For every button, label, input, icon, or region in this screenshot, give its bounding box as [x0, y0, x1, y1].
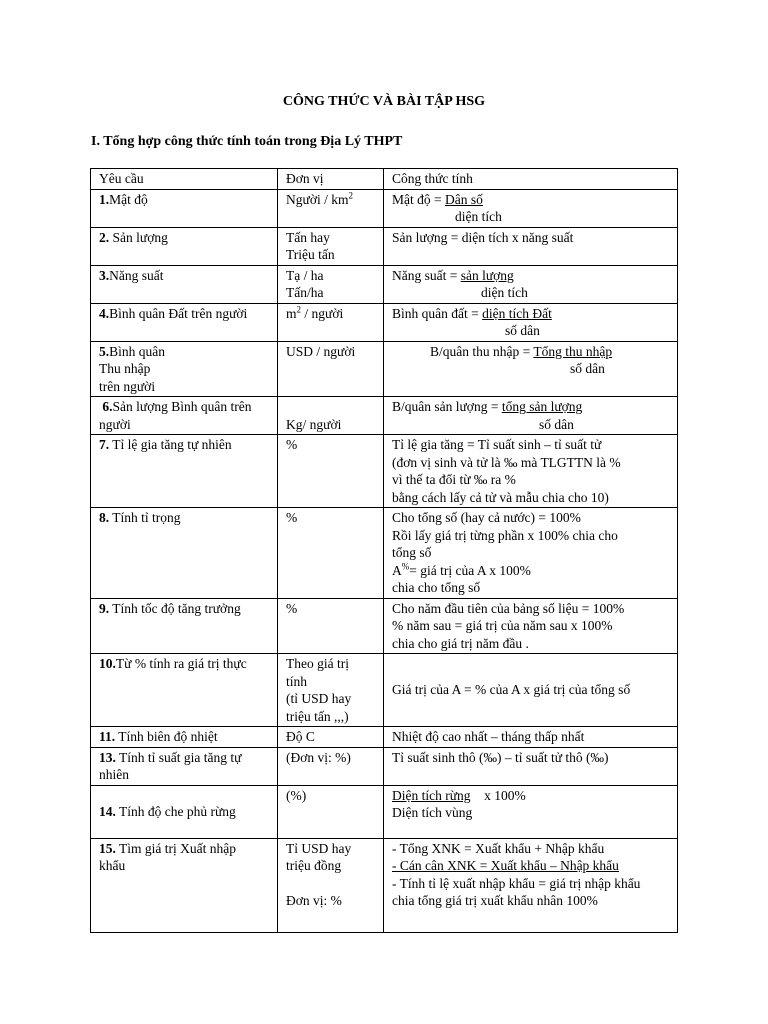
unit-cell: [278, 838, 384, 932]
formula-line: bằng cách lấy cả tử và mẫu chia cho 10): [392, 489, 609, 505]
formula-line: - Cán cân XNK = Xuất khẩu – Nhập khẩu: [392, 858, 619, 873]
formula-line: tổng số: [392, 545, 432, 560]
table-row: [91, 227, 678, 265]
requirement-cell: [91, 341, 278, 397]
formula-cell: [384, 265, 678, 303]
unit-text: Tấn/ha: [286, 285, 324, 300]
formula-line: vì thế ta đổi từ ‰ ra %: [392, 472, 516, 487]
formula-line: Tỉ lệ gia tăng = Tỉ suất sinh – tỉ suất tử: [392, 437, 602, 452]
requirement-text: Bình quân Đất trên người: [109, 305, 248, 321]
requirement-cell: [91, 785, 278, 838]
formula-denominator: số dân: [570, 361, 605, 376]
formula-numerator: diện tích Đất: [482, 305, 552, 321]
formula-line: = giá trị của A x 100%: [409, 562, 531, 578]
row-number: 1.: [99, 191, 110, 207]
header-unit: Đơn vị: [278, 169, 384, 190]
requirement-text: Tỉ lệ gia tăng tự nhiên: [109, 437, 232, 452]
requirement-cell: [91, 598, 278, 654]
row-number: 11.: [99, 729, 116, 744]
row-number: 7.: [99, 437, 110, 452]
unit-cell: Độ C: [278, 727, 384, 748]
requirement-text: Mật độ: [109, 191, 148, 207]
requirement-text: Bình quân: [109, 343, 165, 359]
formula-denominator: số dân: [539, 416, 574, 432]
row-number: 15.: [99, 840, 116, 856]
unit-text: tính: [286, 673, 308, 689]
formula-line: (đơn vị sinh và tử là ‰ mà TLGTTN là %: [392, 454, 621, 470]
table-row: [91, 189, 678, 227]
row-number: 5.: [99, 343, 110, 359]
formula-denominator: Diện tích vùng: [392, 805, 473, 820]
unit-text: triệu tấn ,,,): [286, 708, 349, 724]
row-number: 9.: [99, 600, 110, 616]
formula-numerator: Dân số: [445, 191, 483, 207]
unit-text: Tỉ USD hay: [286, 840, 352, 856]
requirement-text: nhiên: [99, 767, 129, 782]
row-number: 13.: [99, 749, 116, 765]
unit-cell: %: [278, 508, 384, 599]
table-row: [91, 654, 678, 727]
formula-line: chia tổng giá trị xuất khẩu nhân 100%: [392, 893, 598, 908]
formula-line: - Tổng XNK = Xuất khẩu + Nhập khẩu: [392, 840, 605, 856]
requirement-text: khẩu: [99, 858, 126, 873]
requirement-cell: [91, 508, 278, 599]
requirement-text: Tìm giá trị Xuất nhập: [115, 840, 236, 856]
table-row: [91, 397, 678, 435]
formula-line: Cho tổng số (hay cả nước) = 100%: [392, 510, 581, 525]
table-row: [91, 303, 678, 341]
row-number: 3.: [99, 267, 110, 283]
unit-cell: [278, 654, 384, 727]
unit-text: Người / km: [286, 191, 349, 207]
unit-cell: (%): [278, 785, 384, 838]
formula-line: A: [392, 562, 402, 578]
unit-superscript: 2: [296, 304, 302, 314]
formula-line: Cho năm đầu tiên của bảng số liệu = 100%: [392, 600, 625, 616]
unit-text: Tạ / ha: [286, 267, 324, 283]
table-row: [91, 785, 678, 838]
unit-text: (tỉ USD hay: [286, 691, 352, 706]
formula-cell: [384, 397, 678, 435]
formula-numerator: sản lượng: [460, 267, 514, 283]
table-row: [91, 341, 678, 397]
requirement-cell: [91, 189, 278, 227]
row-number: 8.: [99, 510, 110, 525]
unit-cell: [278, 189, 384, 227]
unit-text: Đơn vị: %: [286, 893, 342, 908]
unit-cell: USD / người: [278, 341, 384, 397]
requirement-text: Từ % tính ra giá trị thực: [115, 656, 247, 671]
unit-cell: %: [278, 435, 384, 508]
formula-denominator: số dân: [505, 323, 540, 338]
formula-line: x 100%: [470, 787, 526, 803]
formula-cell: [384, 598, 678, 654]
formula-table: [90, 168, 678, 933]
unit-text: triệu đồng: [286, 858, 342, 873]
requirement-cell: [91, 265, 278, 303]
row-number: 10.: [99, 656, 116, 671]
formula-cell: Giá trị của A = % của A x giá trị của tổng số: [384, 654, 678, 727]
formula-prefix: Bình quân đất =: [392, 305, 483, 321]
header-requirement: Yêu cầu: [91, 169, 278, 190]
formula-line: chia cho giá trị năm đầu .: [392, 635, 529, 651]
formula-line: % năm sau = giá trị của năm sau x 100%: [392, 618, 613, 633]
requirement-text: Tính tỉ trọng: [109, 510, 181, 525]
formula-cell: [384, 435, 678, 508]
formula-cell: [384, 838, 678, 932]
requirement-text: Tính tỉ suất gia tăng tự: [115, 749, 242, 765]
section-heading: I. Tổng hợp công thức tính toán trong Địa Lý THPT: [91, 134, 403, 149]
document-title: CÔNG THỨC VÀ BÀI TẬP HSG: [282, 94, 486, 109]
formula-prefix: B/quân sản lượng =: [392, 399, 502, 414]
formula-cell: [384, 341, 678, 397]
formula-numerator: tổng sản lượng: [501, 399, 583, 414]
table-row: [91, 598, 678, 654]
formula-cell: Sản lượng = diện tích x năng suất: [384, 227, 678, 265]
formula-line: Rồi lấy giá trị từng phần x 100% chia cho: [392, 527, 618, 543]
table-row: [91, 747, 678, 785]
header-formula: Công thức tính: [384, 169, 678, 190]
unit-cell: Kg/ người: [278, 397, 384, 435]
formula-numerator: Diện tích rừng: [392, 787, 471, 803]
requirement-text: Sản lượng Bình quân trên: [112, 399, 252, 414]
unit-text: Theo giá trị: [286, 656, 349, 671]
formula-denominator: diện tích: [455, 209, 502, 224]
requirement-cell: [91, 747, 278, 785]
requirement-text: Tính tốc độ tăng trưởng: [109, 600, 241, 616]
unit-text: Triệu tấn: [286, 247, 335, 262]
requirement-text: Thu nhập: [99, 361, 151, 376]
formula-prefix: Mật độ =: [392, 191, 445, 207]
requirement-cell: [91, 303, 278, 341]
requirement-text: người: [99, 416, 131, 432]
requirement-text: trên người: [99, 378, 156, 394]
table-row: [91, 435, 678, 508]
formula-superscript: %: [401, 561, 410, 571]
unit-text: Tấn hay: [286, 229, 330, 245]
row-number: 4.: [99, 305, 110, 321]
unit-cell: (Đơn vị: %): [278, 747, 384, 785]
row-number: 14.: [99, 803, 116, 819]
unit-cell: %: [278, 598, 384, 654]
requirement-text: Tính độ che phủ rừng: [115, 803, 236, 819]
requirement-text: Tính biên độ nhiệt: [115, 729, 218, 744]
requirement-cell: [91, 654, 278, 727]
requirement-cell: [91, 838, 278, 932]
formula-prefix: Năng suất =: [392, 267, 461, 283]
row-number: 2.: [99, 229, 110, 245]
formula-cell: [384, 785, 678, 838]
requirement-text: Năng suất: [109, 267, 164, 283]
formula-cell: [384, 508, 678, 599]
unit-cell: [278, 303, 384, 341]
table-row: [91, 265, 678, 303]
unit-superscript: 2: [348, 190, 353, 200]
table-row: [91, 727, 678, 748]
formula-numerator: Tổng thu nhập: [533, 343, 613, 359]
table-row: [91, 508, 678, 599]
unit-cell: [278, 227, 384, 265]
requirement-cell: [91, 435, 278, 508]
formula-line: chia cho tổng số: [392, 580, 481, 595]
formula-cell: [384, 303, 678, 341]
requirement-text: Sản lượng: [109, 229, 168, 245]
unit-cell: [278, 265, 384, 303]
requirement-cell: [91, 397, 278, 435]
unit-text: / người: [301, 305, 344, 321]
formula-cell: Nhiệt độ cao nhất – tháng thấp nhất: [384, 727, 678, 748]
table-header-row: [91, 169, 678, 190]
requirement-cell: [91, 727, 278, 748]
formula-cell: Tỉ suất sinh thô (‰) – tỉ suất tử thô (‰): [384, 747, 678, 785]
formula-denominator: diện tích: [481, 285, 528, 300]
unit-text: m: [286, 305, 297, 321]
formula-prefix: B/quân thu nhập =: [430, 343, 534, 359]
formula-cell: [384, 189, 678, 227]
row-number: 6.: [102, 399, 113, 414]
table-row: [91, 838, 678, 932]
requirement-cell: [91, 227, 278, 265]
formula-line: - Tính tỉ lệ xuất nhập khẩu = giá trị nhập khẩu: [392, 875, 641, 891]
